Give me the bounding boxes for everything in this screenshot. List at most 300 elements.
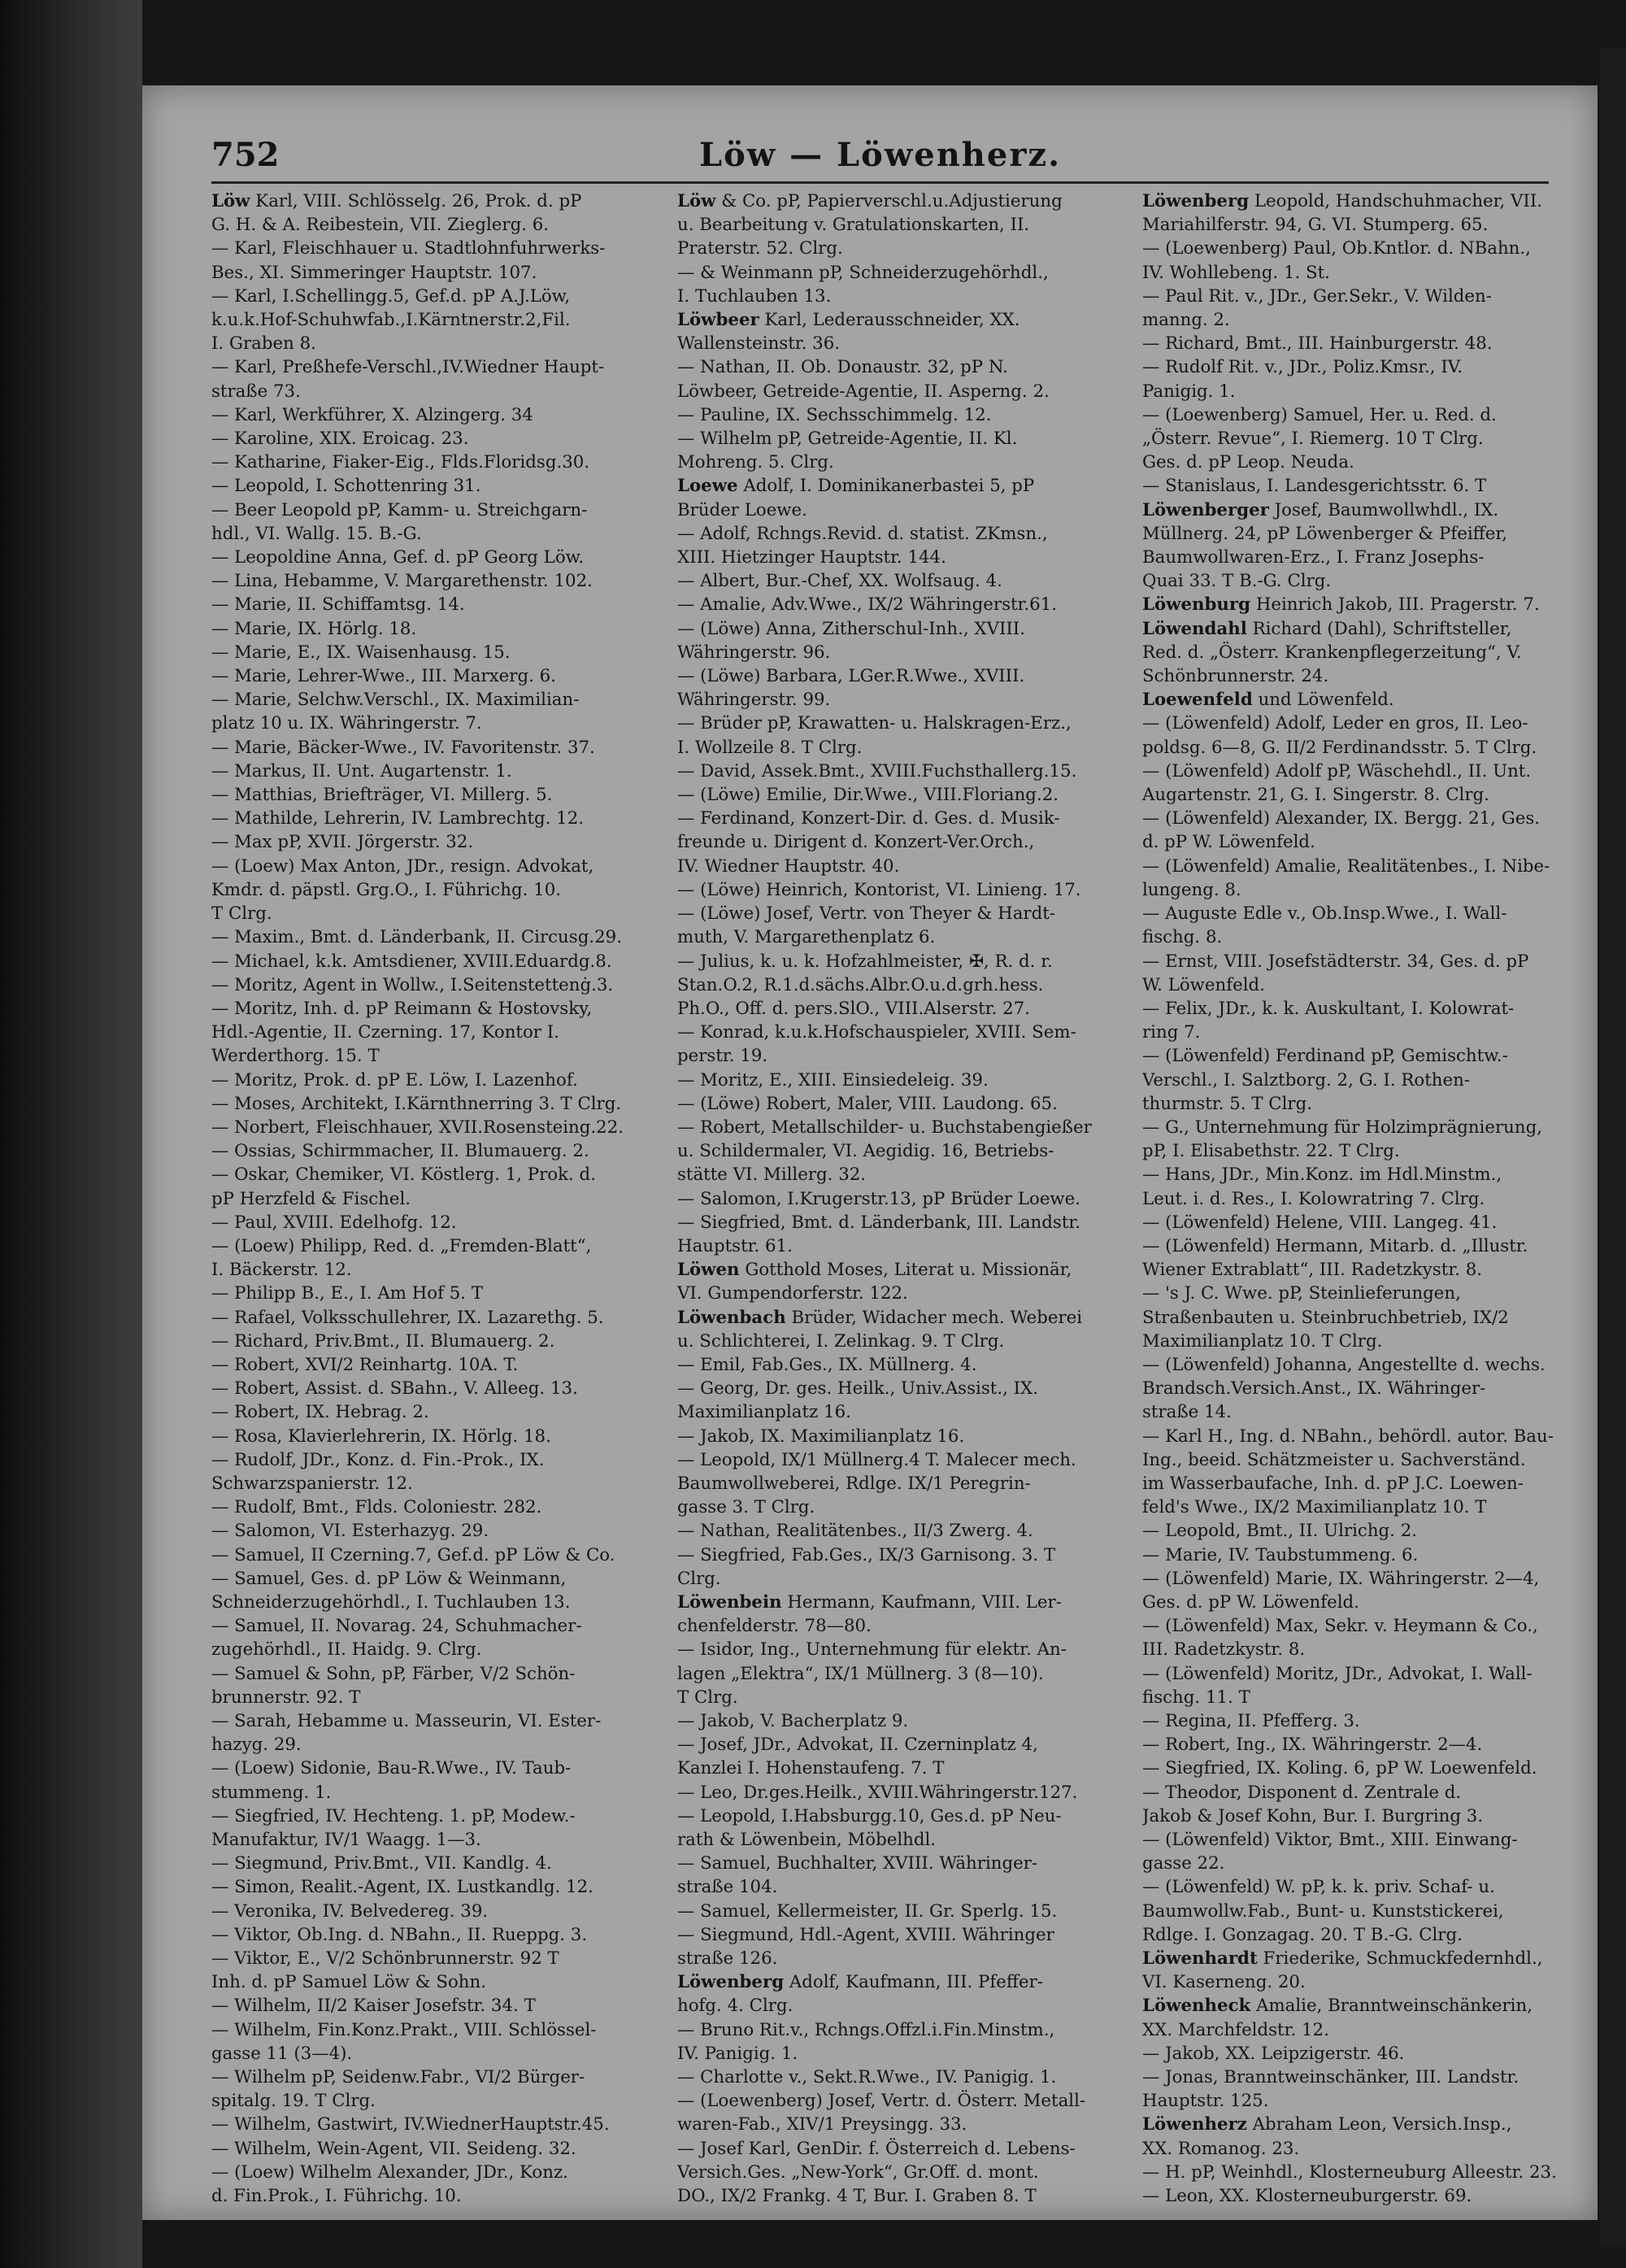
entry-text: Ph.O., Off. d. pers.SlO., VIII.Alserstr. 27.	[677, 998, 1030, 1019]
directory-entry-line	[1142, 2161, 1593, 2184]
entry-text: — Rafael, Volksschullehrer, IX. Lazarethg. 5.	[211, 1307, 604, 1328]
entry-text: — Karoline, XIX. Eroicag. 23.	[211, 429, 469, 450]
directory-entry-line	[677, 1116, 1128, 1139]
directory-entry-line	[1142, 2042, 1593, 2066]
entry-text: — Julius, k. u. k. Hofzahlmeister, ✠, R. d. r.	[677, 951, 1053, 972]
running-head: Löw — Löwenherz.	[698, 136, 1062, 174]
entry-text: — Charlotte v., Sekt.R.Wwe., IV. Panigig. 1.	[677, 2067, 1057, 2088]
entry-text: poldsg. 6—8, G. II/2 Ferdinandsstr. 5. T Clrg.	[1142, 737, 1537, 758]
entry-surname-heading: Löwenbach	[677, 1307, 786, 1328]
directory-entry-line	[211, 925, 663, 949]
directory-entry-line	[211, 1234, 663, 1258]
entry-text: Augartenstr. 21, G. I. Singerstr. 8. Clrg.	[1142, 785, 1489, 806]
entry-text: — Nathan, II. Ob. Donaustr. 32, pP N.	[677, 357, 1008, 378]
directory-entry-line	[1142, 546, 1593, 569]
directory-entry-line	[677, 1472, 1128, 1495]
directory-entry-line	[677, 1662, 1128, 1686]
entry-text: Praterstr. 52. Clrg.	[677, 238, 843, 259]
entry-surname-heading: Löw	[677, 191, 716, 211]
directory-entry-line	[1142, 1139, 1593, 1163]
entry-text: Gotthold Moses, Literat u. Missionär,	[739, 1260, 1072, 1281]
entry-text: — Max pP, XVII. Jörgerstr. 32.	[211, 832, 474, 853]
page-header	[211, 136, 1549, 193]
directory-entry-line	[211, 641, 663, 664]
entry-text: — (Löwenfeld) Max, Sekr. v. Heymann & Co.,	[1142, 1616, 1538, 1637]
directory-entry-line	[677, 2089, 1128, 2113]
directory-entry-line	[1142, 1828, 1593, 1852]
directory-entry-line	[677, 760, 1128, 783]
directory-entry-line	[677, 546, 1128, 569]
entry-text: k.u.k.Hof-Schuhwfab.,I.Kärntnerstr.2,Fil.	[211, 310, 571, 331]
entry-text: hofg. 4. Clrg.	[677, 1996, 793, 2017]
directory-entry-line	[677, 1495, 1128, 1519]
directory-entry-line	[677, 783, 1128, 807]
entry-text: — Samuel & Sohn, pP, Färber, V/2 Schön-	[211, 1663, 576, 1684]
entry-text: stätte VI. Millerg. 32.	[677, 1164, 867, 1186]
directory-entry-line	[677, 902, 1128, 925]
directory-entry-line	[677, 213, 1128, 237]
entry-surname-heading: Löwenburg	[1142, 594, 1251, 616]
directory-entry-line	[1142, 1519, 1593, 1543]
entry-surname-heading: Löwenberger	[1142, 499, 1269, 520]
entry-text: VI. Gumpendorferstr. 122.	[677, 1283, 908, 1304]
entry-text: XIII. Hietzinger Hauptstr. 144.	[677, 547, 946, 568]
entry-text: Straßenbauten u. Steinbruchbetrieb, IX/2	[1142, 1307, 1509, 1328]
entry-text: Karl, Lederausschneider, XX.	[759, 310, 1020, 331]
entry-text: Abraham Leon, Versich.Insp.,	[1246, 2114, 1512, 2135]
entry-text: Brüder Loewe.	[677, 499, 807, 520]
directory-entry-line	[1142, 285, 1593, 308]
entry-text: — Robert, Ing., IX. Währingerstr. 2—4.	[1142, 1735, 1483, 1756]
directory-page	[142, 85, 1598, 2220]
entry-text: & Co. pP, Papierverschl.u.Adjustierung	[715, 191, 1063, 211]
entry-text: — Regina, II. Pfefferg. 3.	[1142, 1711, 1360, 1731]
directory-entry-line	[677, 1400, 1128, 1424]
entry-text: Brüder, Widacher mech. Weberei	[785, 1307, 1083, 1328]
directory-entry-line	[677, 1448, 1128, 1472]
entry-text: — Marie, Bäcker-Wwe., IV. Favoritenstr. 37.	[211, 737, 595, 758]
directory-entry-line	[677, 1852, 1128, 1875]
directory-entry-line	[211, 712, 663, 735]
directory-entry-line	[1142, 1900, 1593, 1923]
directory-entry-line	[1142, 1448, 1593, 1472]
directory-entry-line	[1142, 1947, 1593, 1970]
entry-text: — (Löwenfeld) Johanna, Angestellte d. wechs.	[1142, 1354, 1546, 1375]
entry-text: — (Löwenfeld) Adolf pP, Wäschehdl., II. Unt.	[1142, 760, 1532, 781]
directory-entry-line	[211, 498, 663, 522]
entry-text: — Leopold, Bmt., II. Ulrichg. 2.	[1142, 1521, 1418, 1542]
directory-entry-line	[1142, 641, 1593, 664]
entry-text: Adolf, I. Dominikanerbastei 5, pP	[737, 476, 1035, 497]
entry-text: — Wilhelm pP, Getreide-Agentie, II. Kl.	[677, 429, 1018, 450]
entry-text: — Mathilde, Lehrerin, IV. Lambrechtg. 12.	[211, 808, 585, 829]
entry-text: ring 7.	[1142, 1022, 1201, 1043]
entry-text: u. Bearbeitung v. Gratulationskarten, II.	[677, 215, 1030, 236]
entry-text: IV. Panigig. 1.	[677, 2043, 798, 2064]
entry-surname-heading: Löwenbein	[677, 1591, 782, 1613]
entry-text: Müllnerg. 24, pP Löwenberger & Pfeiffer,	[1142, 523, 1508, 544]
entry-text: — (Loewenberg) Paul, Ob.Kntlor. d. NBahn.,	[1142, 238, 1531, 259]
directory-entry-line	[211, 1092, 663, 1116]
entry-text: Schwarzspanierstr. 12.	[211, 1473, 413, 1494]
directory-entry-line	[211, 403, 663, 427]
directory-entry-line	[211, 1377, 663, 1400]
entry-text: — (Löwenfeld) Adolf, Leder en gros, II. Leo-	[1142, 713, 1528, 734]
entry-text: — Jonas, Branntweinschänker, III. Landstr.	[1142, 2067, 1519, 2088]
directory-entry-line	[211, 1638, 663, 1661]
entry-surname-heading: Löwenberg	[677, 1972, 785, 1993]
entry-text: Inh. d. pP Samuel Löw & Sohn.	[211, 1972, 486, 1993]
directory-entry-line	[1142, 1567, 1593, 1591]
directory-entry-line	[677, 308, 1128, 332]
directory-entry-line	[1142, 1709, 1593, 1733]
entry-text: thurmstr. 5. T Clrg.	[1142, 1093, 1312, 1114]
directory-entry-line	[1142, 2184, 1593, 2206]
directory-entry-line	[211, 1828, 663, 1852]
entry-text: — Richard, Bmt., III. Hainburgerstr. 48.	[1142, 333, 1493, 355]
entry-text: DO., IX/2 Frankg. 4 T, Bur. I. Graben 8. T	[677, 2186, 1037, 2206]
directory-entry-line	[677, 1330, 1128, 1353]
entry-text: — Bruno Rit.v., Rchngs.Offzl.i.Fin.Minstm.,	[677, 2019, 1055, 2040]
entry-text: — Ernst, VIII. Josefstädterstr. 34, Ges. d. pP	[1142, 951, 1529, 972]
directory-entry-line	[211, 427, 663, 451]
directory-entry-line	[677, 1733, 1128, 1757]
entry-text: pP Herzfeld & Fischel.	[211, 1188, 411, 1209]
entry-text: IV. Wohllebeng. 1. St.	[1142, 262, 1330, 283]
directory-entry-line	[1142, 950, 1593, 973]
directory-entry-line	[1142, 688, 1593, 712]
directory-entry-line	[211, 546, 663, 569]
entry-text: Jakob & Josef Kohn, Bur. I. Burgring 3.	[1142, 1805, 1484, 1826]
entry-text: — Wilhelm, II/2 Kaiser Josefstr. 34. T	[211, 1996, 536, 2017]
entry-text: — Marie, Selchw.Verschl., IX. Maximilian-	[211, 690, 580, 711]
directory-entry-line	[211, 1686, 663, 1709]
entry-text: — Katharine, Fiaker-Eig., Flds.Floridsg.30.	[211, 452, 590, 473]
directory-entry-line	[1142, 664, 1593, 688]
entry-text: — (Löwenfeld) Ferdinand pP, Gemischtw.-	[1142, 1046, 1508, 1067]
entry-text: und Löwenfeld.	[1252, 690, 1394, 711]
directory-entry-line	[211, 1258, 663, 1282]
entry-text: — (Loew) Wilhelm Alexander, JDr., Konz.	[211, 2161, 568, 2183]
entry-text: Stan.O.2, R.1.d.sächs.Albr.O.u.d.grh.hess.	[677, 974, 1044, 995]
entry-text: — Salomon, VI. Esterhazyg. 29.	[211, 1521, 489, 1542]
entry-text: Baumwollwaren-Erz., I. Franz Josephs-	[1142, 547, 1485, 568]
directory-entry-line	[677, 2018, 1128, 2042]
directory-entry-line	[1142, 332, 1593, 355]
directory-entry-line	[677, 593, 1128, 616]
directory-entry-line	[1142, 1163, 1593, 1186]
entry-text: Hauptstr. 61.	[677, 1235, 793, 1256]
directory-entry-line	[211, 1116, 663, 1139]
entry-text: — Josef, JDr., Advokat, II. Czerninplatz 4,	[677, 1735, 1038, 1756]
directory-entry-line	[211, 950, 663, 973]
entry-text: XX. Marchfeldstr. 12.	[1142, 2019, 1329, 2040]
entry-text: — Siegfried, Fab.Ges., IX/3 Garnisong. 3. T	[677, 1544, 1056, 1565]
entry-text: — Rudolf, Bmt., Flds. Coloniestr. 282.	[211, 1497, 542, 1518]
entry-text: — Leo, Dr.ges.Heilk., XVIII.Währingerstr.127.	[677, 1782, 1078, 1803]
directory-entry-line	[677, 855, 1128, 878]
directory-entry-line	[677, 736, 1128, 760]
directory-entry-line	[677, 973, 1128, 997]
entry-text: — Karl, Werkführer, X. Alzingerg. 34	[211, 404, 533, 425]
directory-entry-line	[677, 522, 1128, 546]
directory-entry-line	[1142, 522, 1593, 546]
entry-text: — (Löwe) Emilie, Dir.Wwe., VIII.Floriang.2.	[677, 785, 1059, 806]
directory-entry-line	[1142, 1211, 1593, 1234]
entry-text: — Karl, Preßhefe-Verschl.,IV.Wiedner Haupt-	[211, 357, 605, 378]
directory-entry-line	[211, 213, 663, 237]
directory-entry-line	[1142, 1733, 1593, 1757]
entry-text: — Philipp B., E., I. Am Hof 5. T	[211, 1283, 484, 1304]
entry-text: — Robert, IX. Hebrag. 2.	[211, 1402, 429, 1423]
entry-text: — Simon, Realit.-Agent, IX. Lustkandlg. 12.	[211, 1877, 593, 1898]
entry-text: Rdlge. I. Gonzagag. 20. T B.-G. Clrg.	[1142, 1924, 1463, 1945]
entry-text: Maximilianplatz 16.	[677, 1402, 851, 1423]
entry-text: waren-Fab., XIV/1 Preysingg. 33.	[677, 2114, 967, 2135]
directory-entry-line	[677, 285, 1128, 308]
directory-entry-line	[677, 878, 1128, 902]
directory-entry-line	[1142, 1092, 1593, 1116]
entry-text: zugehörhdl., II. Haidg. 9. Clrg.	[211, 1639, 482, 1661]
entry-text: Maximilianplatz 10. T Clrg.	[1142, 1330, 1383, 1352]
directory-entry-line	[677, 1021, 1128, 1044]
entry-text: Leut. i. d. Res., I. Kolowratring 7. Clrg.	[1142, 1188, 1485, 1209]
entry-text: u. Schlichterei, I. Zelinkag. 9. T Clrg.	[677, 1330, 1005, 1352]
directory-entry-line	[677, 950, 1128, 973]
entry-surname-heading: Löwbeer	[677, 310, 759, 331]
entry-text: — Brüder pP, Krawatten- u. Halskragen-Erz.,	[677, 713, 1072, 734]
entry-text: Baumwollw.Fab., Bunt- u. Kunststickerei,	[1142, 1900, 1504, 1922]
entry-surname-heading: Löwenberg	[1142, 191, 1250, 211]
entry-text: — Moritz, Prok. d. pP E. Löw, I. Lazenhof.	[211, 1069, 578, 1090]
directory-entry-line	[1142, 1472, 1593, 1495]
directory-entry-line	[677, 830, 1128, 854]
entry-text: Adolf, Kaufmann, III. Pfeffer-	[784, 1972, 1043, 1993]
directory-entry-line	[1142, 1400, 1593, 1424]
directory-entry-line	[677, 1781, 1128, 1804]
directory-entry-line	[1142, 1686, 1593, 1709]
directory-entry-line	[1142, 427, 1593, 451]
directory-entry-line	[211, 1400, 663, 1424]
directory-entry-line	[211, 617, 663, 641]
directory-entry-line	[1142, 474, 1593, 498]
directory-entry-line	[1142, 1282, 1593, 1305]
entry-text: Panigig. 1.	[1142, 381, 1236, 402]
directory-entry-line	[211, 997, 663, 1021]
directory-entry-line	[1142, 783, 1593, 807]
entry-text: fischg. 11. T	[1142, 1687, 1250, 1708]
directory-entry-line	[211, 1733, 663, 1757]
directory-entry-line	[1142, 1591, 1593, 1614]
entry-surname-heading: Löwenheck	[1142, 1996, 1251, 2017]
directory-entry-line	[1142, 807, 1593, 830]
entry-text: — Stanislaus, I. Landesgerichtsstr. 6. T	[1142, 476, 1487, 497]
entry-text: straße 104.	[677, 1877, 778, 1898]
entry-text: Hermann, Kaufmann, VIII. Ler-	[781, 1591, 1062, 1613]
entry-text: gasse 11 (3—4).	[211, 2043, 353, 2064]
entry-surname-heading: Loewenfeld	[1142, 690, 1253, 711]
directory-entry-line	[1142, 1852, 1593, 1875]
directory-entry-line	[211, 1519, 663, 1543]
entry-text: — Wilhelm pP, Seidenw.Fabr., VI/2 Bürger-	[211, 2067, 585, 2088]
directory-entry-line	[677, 2161, 1128, 2184]
book-gutter-shadow	[0, 0, 142, 2268]
directory-entry-line	[211, 1472, 663, 1495]
entry-text: — Samuel, II. Novarag. 24, Schuhmacher-	[211, 1616, 582, 1637]
directory-entry-line	[677, 2113, 1128, 2136]
directory-entry-line	[211, 451, 663, 474]
entry-text: XX. Romanog. 23.	[1142, 2138, 1300, 2159]
directory-entry-line	[211, 1187, 663, 1211]
directory-entry-line	[211, 1306, 663, 1330]
directory-entry-line	[1142, 189, 1593, 213]
entry-text: — Robert, Metallschilder- u. Buchstabengießer	[677, 1117, 1092, 1138]
entry-surname-heading: Löwenhardt	[1142, 1948, 1258, 1970]
entry-text: — Lina, Hebamme, V. Margarethenstr. 102.	[211, 571, 593, 592]
entry-text: Clrg.	[677, 1568, 721, 1589]
entry-text: — Samuel, Buchhalter, XVIII. Währinger-	[677, 1853, 1038, 1874]
entry-text: — Leopold, IX/1 Müllnerg.4 T. Malecer mech.	[677, 1449, 1076, 1470]
directory-entry-line	[211, 522, 663, 546]
directory-entry-line	[211, 1614, 663, 1638]
directory-entry-line	[677, 664, 1128, 688]
directory-entry-line	[677, 1686, 1128, 1709]
entry-text: — (Löwe) Barbara, LGer.R.Wwe., XVIII.	[677, 666, 1025, 687]
directory-entry-line	[1142, 1495, 1593, 1519]
entry-text: — Siegfried, IX. Koling. 6, pP W. Loewenfeld.	[1142, 1758, 1537, 1779]
entry-text: Kanzlei I. Hohenstaufeng. 7. T	[677, 1758, 945, 1779]
directory-entry-line	[677, 641, 1128, 664]
entry-text: platz 10 u. IX. Währingerstr. 7.	[211, 713, 482, 734]
entry-text: — Georg, Dr. ges. Heilk., Univ.Assist., IX.	[677, 1378, 1038, 1400]
directory-entry-line	[677, 189, 1128, 213]
entry-text: Ges. d. pP Leop. Neuda.	[1142, 452, 1354, 473]
entry-text: stummeng. 1.	[211, 1782, 332, 1803]
directory-entry-line	[1142, 1353, 1593, 1377]
directory-entry-line	[677, 1970, 1128, 1994]
directory-entry-line	[1142, 1187, 1593, 1211]
directory-entry-line	[211, 1994, 663, 2018]
directory-entry-line	[211, 1330, 663, 1353]
entry-text: — Paul, XVIII. Edelhofg. 12.	[211, 1212, 457, 1233]
directory-entry-line	[211, 1923, 663, 1947]
directory-entry-line	[211, 1543, 663, 1567]
directory-entry-line	[677, 1163, 1128, 1186]
entry-surname-heading: Löwenherz	[1142, 2114, 1247, 2135]
directory-entry-line	[1142, 1021, 1593, 1044]
entry-text: — Wilhelm, Gastwirt, IV.WiednerHauptstr.45.	[211, 2114, 610, 2135]
directory-entry-line	[677, 1543, 1128, 1567]
entry-text: — Robert, Assist. d. SBahn., V. Alleeg. 13.	[211, 1378, 578, 1400]
next-page-edge	[1600, 49, 1626, 2244]
entry-text: hazyg. 29.	[211, 1735, 302, 1756]
entry-text: — Salomon, I.Krugerstr.13, pP Brüder Loewe.	[677, 1188, 1081, 1209]
directory-entry-line	[1142, 1757, 1593, 1780]
entry-text: d. Fin.Prok., I. Führichg. 10.	[211, 2186, 462, 2206]
directory-entry-line	[1142, 1234, 1593, 1258]
column-left	[211, 189, 663, 2206]
directory-entry-line	[211, 474, 663, 498]
entry-text: Karl, VIII. Schlösselg. 26, Prok. d. pP	[250, 191, 582, 211]
entry-text: hdl., VI. Wallg. 15. B.-G.	[211, 523, 422, 544]
entry-text: I. Bäckerstr. 12.	[211, 1260, 352, 1281]
entry-text: Schneiderzugehörhdl., I. Tuchlauben 13.	[211, 1591, 571, 1613]
entry-text: manng. 2.	[1142, 310, 1230, 331]
entry-text: Brandsch.Versich.Anst., IX. Währinger-	[1142, 1378, 1486, 1400]
directory-entry-line	[677, 1638, 1128, 1661]
directory-entry-line	[1142, 925, 1593, 949]
entry-text: brunnerstr. 92. T	[211, 1687, 361, 1708]
directory-entry-line	[1142, 830, 1593, 854]
directory-entry-line	[211, 1757, 663, 1780]
directory-entry-line	[211, 1947, 663, 1970]
entry-text: — Rudolf, JDr., Konz. d. Fin.-Prok., IX.	[211, 1449, 545, 1470]
directory-entry-line	[211, 1781, 663, 1804]
entry-text: — Markus, II. Unt. Augartenstr. 1.	[211, 760, 512, 781]
entry-text: — (Löwenfeld) Hermann, Mitarb. d. „Illustr.	[1142, 1235, 1528, 1256]
directory-entry-line	[677, 712, 1128, 735]
directory-entry-line	[1142, 1044, 1593, 1068]
directory-entry-line	[1142, 451, 1593, 474]
entry-text: freunde u. Dirigent d. Konzert-Ver.Orch.,	[677, 832, 1035, 853]
entry-text: IV. Wiedner Hauptstr. 40.	[677, 855, 900, 877]
directory-entry-line	[677, 688, 1128, 712]
entry-text: feld's Wwe., IX/2 Maximilianplatz 10. T	[1142, 1497, 1487, 1518]
entry-text: Baumwollweberei, Rdlge. IX/1 Peregrin-	[677, 1473, 1031, 1494]
directory-entry-line	[677, 237, 1128, 260]
entry-text: — Moritz, Agent in Wollw., I.Seitenstettenġ.3.	[211, 974, 614, 995]
directory-entry-line	[1142, 1614, 1593, 1638]
directory-entry-line	[211, 1591, 663, 1614]
entry-text: pP, I. Elisabethstr. 22. T Clrg.	[1142, 1141, 1400, 1162]
entry-text: — Siegmund, Hdl.-Agent, XVIII. Währinger	[677, 1924, 1054, 1945]
directory-entry-line	[1142, 308, 1593, 332]
directory-entry-line	[1142, 1662, 1593, 1686]
directory-entry-line	[677, 1425, 1128, 1448]
entry-text: — (Löwe) Anna, Zitherschul-Inh., XVIII.	[677, 618, 1025, 639]
column-right	[1142, 189, 1593, 2206]
entry-text: Schönbrunnerstr. 24.	[1142, 666, 1329, 687]
entry-text: — (Löwenfeld) Moritz, JDr., Advokat, I. Wall-	[1142, 1663, 1533, 1684]
entry-text: — Felix, JDr., k. k. Auskultant, I. Kolowrat-	[1142, 998, 1515, 1019]
directory-entry-line	[211, 285, 663, 308]
directory-entry-line	[211, 783, 663, 807]
directory-entry-line	[211, 807, 663, 830]
entry-text: — Pauline, IX. Sechsschimmelg. 12.	[677, 404, 992, 425]
directory-entry-line	[211, 736, 663, 760]
directory-entry-line	[677, 1258, 1128, 1282]
entry-text: — Leopold, I. Schottenring 31.	[211, 476, 481, 497]
entry-text: — Rudolf Rit. v., JDr., Poliz.Kmsr., IV.	[1142, 357, 1463, 378]
entry-surname-heading: Löwen	[677, 1260, 740, 1281]
entry-text: — (Loew) Max Anton, JDr., resign. Advokat,	[211, 855, 594, 877]
entry-text: — Viktor, Ob.Ing. d. NBahn., II. Rueppg. 3.	[211, 1924, 588, 1945]
directory-entry-line	[211, 1044, 663, 1068]
entry-text: — (Loewenberg) Josef, Vertr. d. Österr. Metall-	[677, 2091, 1086, 2112]
entry-text: Hauptstr. 125.	[1142, 2091, 1269, 2112]
entry-text: T Clrg.	[211, 903, 272, 925]
directory-entry-line	[211, 2137, 663, 2161]
directory-entry-line	[677, 807, 1128, 830]
entry-text: Versich.Ges. „New-York“, Gr.Off. d. mont.	[677, 2161, 1039, 2183]
entry-text: — Wilhelm, Wein-Agent, VII. Seideng. 32.	[211, 2138, 576, 2159]
page-number: 752	[211, 136, 280, 174]
entry-text: — Samuel, Kellermeister, II. Gr. Sperlg. 15.	[677, 1900, 1058, 1922]
directory-entry-line	[211, 2089, 663, 2113]
entry-text: — Emil, Fab.Ges., IX. Müllnerg. 4.	[677, 1354, 977, 1375]
directory-entry-line	[677, 332, 1128, 355]
directory-entry-line	[1142, 593, 1593, 616]
